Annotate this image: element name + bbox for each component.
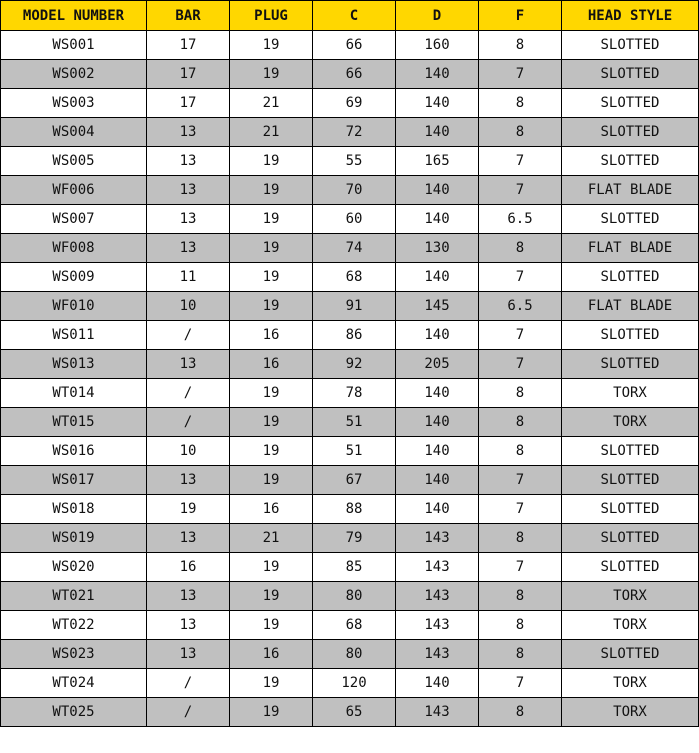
cell-d: 143 bbox=[396, 553, 479, 582]
cell-plug: 19 bbox=[230, 147, 313, 176]
cell-bar: / bbox=[147, 379, 230, 408]
table-row bbox=[1, 640, 699, 669]
cell-d: 140 bbox=[396, 60, 479, 89]
table-row bbox=[1, 205, 699, 234]
cell-d: 140 bbox=[396, 89, 479, 118]
table-row bbox=[1, 234, 699, 263]
cell-plug: 19 bbox=[230, 437, 313, 466]
cell-head-style: SLOTTED bbox=[562, 147, 699, 176]
cell-bar: 17 bbox=[147, 31, 230, 60]
cell-d: 140 bbox=[396, 118, 479, 147]
cell-bar: / bbox=[147, 321, 230, 350]
cell-head-style: TORX bbox=[562, 408, 699, 437]
cell-c: 68 bbox=[313, 611, 396, 640]
table-row bbox=[1, 31, 699, 60]
cell-d: 140 bbox=[396, 495, 479, 524]
cell-bar: 13 bbox=[147, 582, 230, 611]
header-bar: BAR bbox=[147, 1, 230, 31]
cell-model-number: WS009 bbox=[1, 263, 147, 292]
table-row bbox=[1, 437, 699, 466]
cell-plug: 16 bbox=[230, 321, 313, 350]
cell-c: 79 bbox=[313, 524, 396, 553]
table-row bbox=[1, 524, 699, 553]
cell-head-style: SLOTTED bbox=[562, 350, 699, 379]
cell-c: 86 bbox=[313, 321, 396, 350]
table-row bbox=[1, 582, 699, 611]
header-row bbox=[1, 1, 699, 31]
cell-plug: 19 bbox=[230, 205, 313, 234]
cell-bar: 13 bbox=[147, 640, 230, 669]
cell-c: 85 bbox=[313, 553, 396, 582]
cell-f: 7 bbox=[479, 466, 562, 495]
table-row bbox=[1, 263, 699, 292]
cell-c: 51 bbox=[313, 408, 396, 437]
cell-model-number: WS019 bbox=[1, 524, 147, 553]
cell-head-style: SLOTTED bbox=[562, 553, 699, 582]
table-row bbox=[1, 698, 699, 727]
cell-f: 8 bbox=[479, 408, 562, 437]
cell-plug: 19 bbox=[230, 292, 313, 321]
cell-f: 8 bbox=[479, 118, 562, 147]
cell-d: 140 bbox=[396, 408, 479, 437]
cell-d: 140 bbox=[396, 321, 479, 350]
cell-bar: 13 bbox=[147, 350, 230, 379]
cell-f: 8 bbox=[479, 437, 562, 466]
cell-bar: 13 bbox=[147, 611, 230, 640]
cell-model-number: WT014 bbox=[1, 379, 147, 408]
cell-head-style: FLAT BLADE bbox=[562, 292, 699, 321]
cell-c: 92 bbox=[313, 350, 396, 379]
cell-bar: 10 bbox=[147, 292, 230, 321]
cell-d: 143 bbox=[396, 524, 479, 553]
cell-d: 143 bbox=[396, 611, 479, 640]
table-row bbox=[1, 611, 699, 640]
cell-c: 60 bbox=[313, 205, 396, 234]
table-row bbox=[1, 292, 699, 321]
cell-f: 8 bbox=[479, 582, 562, 611]
cell-plug: 16 bbox=[230, 495, 313, 524]
cell-bar: 19 bbox=[147, 495, 230, 524]
cell-plug: 16 bbox=[230, 350, 313, 379]
cell-d: 143 bbox=[396, 640, 479, 669]
cell-model-number: WS016 bbox=[1, 437, 147, 466]
cell-f: 7 bbox=[479, 553, 562, 582]
cell-plug: 19 bbox=[230, 31, 313, 60]
cell-f: 8 bbox=[479, 31, 562, 60]
cell-model-number: WS023 bbox=[1, 640, 147, 669]
cell-f: 7 bbox=[479, 350, 562, 379]
cell-head-style: SLOTTED bbox=[562, 495, 699, 524]
cell-head-style: TORX bbox=[562, 669, 699, 698]
cell-model-number: WT024 bbox=[1, 669, 147, 698]
cell-f: 8 bbox=[479, 524, 562, 553]
cell-f: 7 bbox=[479, 60, 562, 89]
cell-c: 88 bbox=[313, 495, 396, 524]
cell-bar: 13 bbox=[147, 147, 230, 176]
cell-f: 8 bbox=[479, 698, 562, 727]
cell-plug: 21 bbox=[230, 118, 313, 147]
cell-bar: / bbox=[147, 698, 230, 727]
cell-model-number: WS020 bbox=[1, 553, 147, 582]
cell-model-number: WF008 bbox=[1, 234, 147, 263]
cell-c: 78 bbox=[313, 379, 396, 408]
cell-model-number: WT022 bbox=[1, 611, 147, 640]
cell-d: 160 bbox=[396, 31, 479, 60]
cell-model-number: WF010 bbox=[1, 292, 147, 321]
table-row bbox=[1, 176, 699, 205]
cell-c: 80 bbox=[313, 582, 396, 611]
cell-d: 130 bbox=[396, 234, 479, 263]
cell-d: 145 bbox=[396, 292, 479, 321]
cell-d: 143 bbox=[396, 582, 479, 611]
cell-f: 7 bbox=[479, 495, 562, 524]
cell-bar: 13 bbox=[147, 466, 230, 495]
cell-c: 68 bbox=[313, 263, 396, 292]
cell-bar: 17 bbox=[147, 89, 230, 118]
cell-bar: / bbox=[147, 669, 230, 698]
cell-head-style: SLOTTED bbox=[562, 524, 699, 553]
cell-model-number: WS002 bbox=[1, 60, 147, 89]
cell-c: 72 bbox=[313, 118, 396, 147]
cell-bar: 13 bbox=[147, 118, 230, 147]
table-row bbox=[1, 147, 699, 176]
cell-head-style: FLAT BLADE bbox=[562, 234, 699, 263]
cell-head-style: SLOTTED bbox=[562, 205, 699, 234]
cell-head-style: SLOTTED bbox=[562, 31, 699, 60]
cell-f: 6.5 bbox=[479, 205, 562, 234]
cell-model-number: WS001 bbox=[1, 31, 147, 60]
cell-head-style: SLOTTED bbox=[562, 89, 699, 118]
cell-bar: 17 bbox=[147, 60, 230, 89]
cell-d: 140 bbox=[396, 263, 479, 292]
table-row bbox=[1, 89, 699, 118]
cell-c: 69 bbox=[313, 89, 396, 118]
cell-d: 140 bbox=[396, 669, 479, 698]
cell-plug: 19 bbox=[230, 234, 313, 263]
table-row bbox=[1, 466, 699, 495]
cell-model-number: WS005 bbox=[1, 147, 147, 176]
cell-bar: / bbox=[147, 408, 230, 437]
cell-plug: 21 bbox=[230, 89, 313, 118]
cell-f: 8 bbox=[479, 640, 562, 669]
cell-model-number: WS004 bbox=[1, 118, 147, 147]
cell-d: 140 bbox=[396, 466, 479, 495]
cell-bar: 13 bbox=[147, 176, 230, 205]
cell-model-number: WS007 bbox=[1, 205, 147, 234]
cell-f: 8 bbox=[479, 234, 562, 263]
cell-f: 8 bbox=[479, 89, 562, 118]
cell-head-style: TORX bbox=[562, 611, 699, 640]
header-d: D bbox=[396, 1, 479, 31]
cell-plug: 19 bbox=[230, 698, 313, 727]
cell-d: 140 bbox=[396, 379, 479, 408]
cell-c: 51 bbox=[313, 437, 396, 466]
cell-bar: 13 bbox=[147, 524, 230, 553]
cell-d: 140 bbox=[396, 205, 479, 234]
cell-plug: 19 bbox=[230, 408, 313, 437]
cell-head-style: SLOTTED bbox=[562, 466, 699, 495]
cell-head-style: SLOTTED bbox=[562, 321, 699, 350]
cell-c: 120 bbox=[313, 669, 396, 698]
header-model-number: MODEL NUMBER bbox=[1, 1, 147, 31]
cell-head-style: FLAT BLADE bbox=[562, 176, 699, 205]
cell-plug: 19 bbox=[230, 553, 313, 582]
cell-model-number: WS018 bbox=[1, 495, 147, 524]
table-row bbox=[1, 495, 699, 524]
cell-head-style: SLOTTED bbox=[562, 640, 699, 669]
cell-f: 7 bbox=[479, 263, 562, 292]
cell-head-style: SLOTTED bbox=[562, 60, 699, 89]
cell-d: 205 bbox=[396, 350, 479, 379]
cell-model-number: WF006 bbox=[1, 176, 147, 205]
header-c: C bbox=[313, 1, 396, 31]
cell-f: 7 bbox=[479, 176, 562, 205]
cell-f: 8 bbox=[479, 611, 562, 640]
header-f: F bbox=[479, 1, 562, 31]
table-row bbox=[1, 408, 699, 437]
cell-bar: 16 bbox=[147, 553, 230, 582]
table-row bbox=[1, 553, 699, 582]
cell-plug: 19 bbox=[230, 582, 313, 611]
cell-head-style: TORX bbox=[562, 582, 699, 611]
cell-c: 80 bbox=[313, 640, 396, 669]
cell-model-number: WT021 bbox=[1, 582, 147, 611]
cell-c: 74 bbox=[313, 234, 396, 263]
cell-model-number: WS003 bbox=[1, 89, 147, 118]
cell-plug: 19 bbox=[230, 176, 313, 205]
header-plug: PLUG bbox=[230, 1, 313, 31]
table-row bbox=[1, 379, 699, 408]
table-row bbox=[1, 60, 699, 89]
cell-f: 6.5 bbox=[479, 292, 562, 321]
cell-c: 66 bbox=[313, 60, 396, 89]
cell-c: 65 bbox=[313, 698, 396, 727]
table-body bbox=[1, 31, 699, 727]
cell-model-number: WT025 bbox=[1, 698, 147, 727]
cell-f: 7 bbox=[479, 147, 562, 176]
cell-f: 7 bbox=[479, 669, 562, 698]
cell-f: 8 bbox=[479, 379, 562, 408]
cell-plug: 19 bbox=[230, 263, 313, 292]
table-row bbox=[1, 118, 699, 147]
table-row bbox=[1, 669, 699, 698]
cell-model-number: WS017 bbox=[1, 466, 147, 495]
table-row bbox=[1, 321, 699, 350]
cell-d: 140 bbox=[396, 437, 479, 466]
cell-bar: 13 bbox=[147, 234, 230, 263]
cell-plug: 19 bbox=[230, 669, 313, 698]
cell-bar: 10 bbox=[147, 437, 230, 466]
cell-head-style: SLOTTED bbox=[562, 263, 699, 292]
header-head-style: HEAD STYLE bbox=[562, 1, 699, 31]
cell-plug: 19 bbox=[230, 60, 313, 89]
cell-c: 67 bbox=[313, 466, 396, 495]
cell-bar: 11 bbox=[147, 263, 230, 292]
cell-bar: 13 bbox=[147, 205, 230, 234]
cell-model-number: WS011 bbox=[1, 321, 147, 350]
cell-d: 165 bbox=[396, 147, 479, 176]
cell-d: 140 bbox=[396, 176, 479, 205]
cell-model-number: WS013 bbox=[1, 350, 147, 379]
cell-c: 66 bbox=[313, 31, 396, 60]
cell-head-style: TORX bbox=[562, 698, 699, 727]
cell-c: 91 bbox=[313, 292, 396, 321]
cell-head-style: SLOTTED bbox=[562, 118, 699, 147]
cell-plug: 19 bbox=[230, 466, 313, 495]
cell-plug: 16 bbox=[230, 640, 313, 669]
table-row bbox=[1, 350, 699, 379]
cell-plug: 19 bbox=[230, 379, 313, 408]
cell-head-style: SLOTTED bbox=[562, 437, 699, 466]
cell-head-style: TORX bbox=[562, 379, 699, 408]
cell-plug: 21 bbox=[230, 524, 313, 553]
cell-plug: 19 bbox=[230, 611, 313, 640]
cell-model-number: WT015 bbox=[1, 408, 147, 437]
cell-c: 70 bbox=[313, 176, 396, 205]
cell-d: 143 bbox=[396, 698, 479, 727]
cell-f: 7 bbox=[479, 321, 562, 350]
cell-c: 55 bbox=[313, 147, 396, 176]
